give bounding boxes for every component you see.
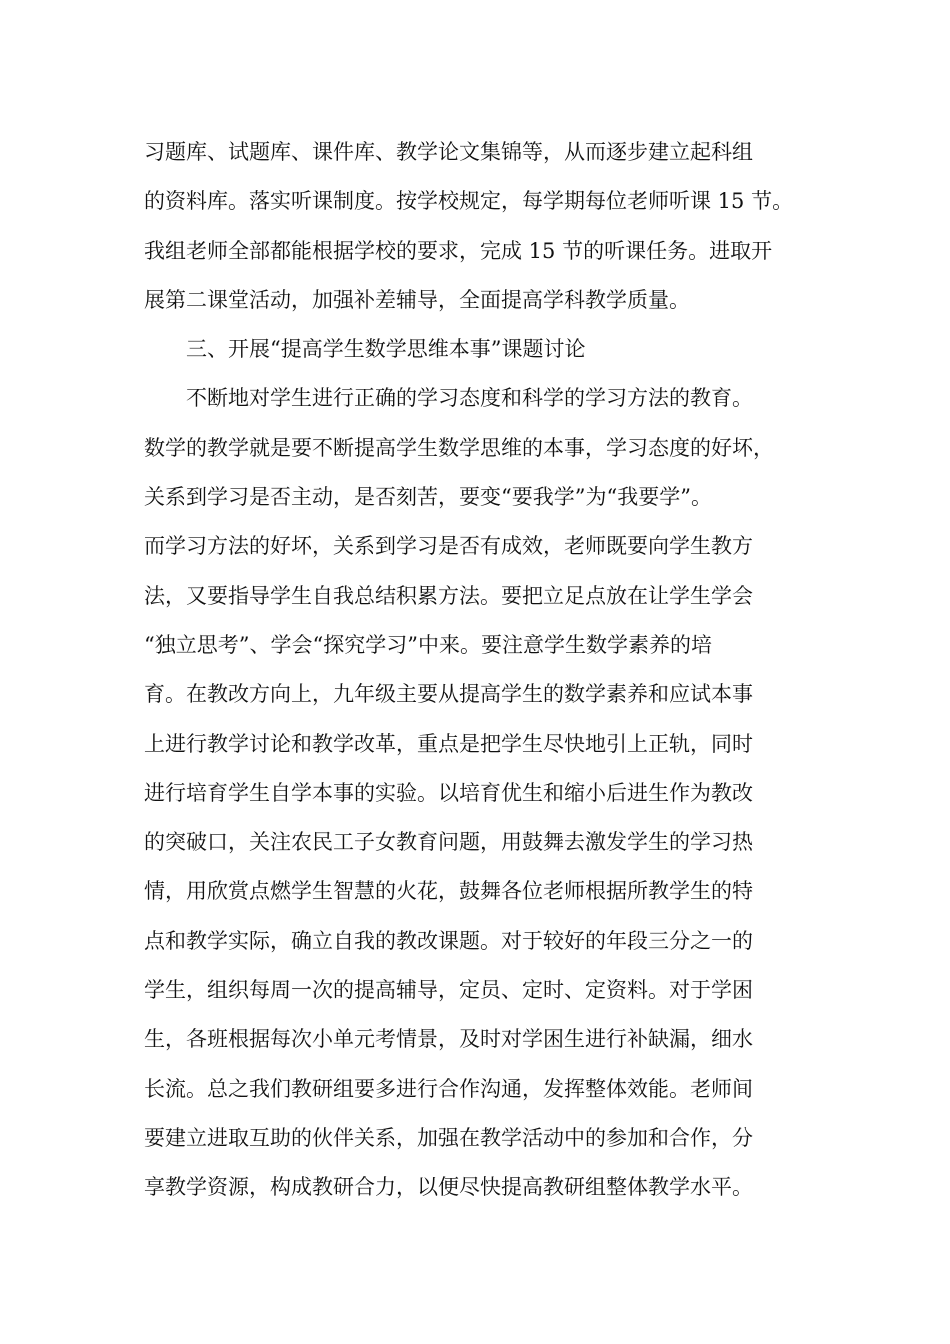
text-line: 要建立进取互助的伙伴关系，加强在教学活动中的参加和合作，分 <box>144 1125 753 1150</box>
text-line: 进行培育学生自学本事的实验。以培育优生和缩小后进生作为教改 <box>144 780 753 805</box>
text-line: 法，又要指导学生自我总结积累方法。要把立足点放在让学生学会 <box>144 583 753 608</box>
text-line: 享教学资源，构成教研合力，以便尽快提高教研组整体教学水平。 <box>144 1175 753 1200</box>
text-line: 生，各班根据每次小单元考情景，及时对学困生进行补缺漏，细水 <box>144 1027 753 1052</box>
text-line: 习题库、试题库、课件库、教学论文集锦等，从而逐步建立起科组 <box>144 140 753 164</box>
document-body <box>144 128 824 1213</box>
paragraph-first-line: 不断地对学生进行正确的学习态度和科学的学习方法的教育。 <box>186 386 753 411</box>
text-line: 学生，组织每周一次的提高辅导，定员、定时、定资料。对于学困 <box>144 978 753 1003</box>
text-line: 育。在教改方向上，九年级主要从提高学生的数学素养和应试本事 <box>144 682 753 707</box>
text-line: 长流。总之我们教研组要多进行合作沟通，发挥整体效能。老师间 <box>144 1076 753 1101</box>
text-line: 上进行教学讨论和教学改革，重点是把学生尽快地引上正轨，同时 <box>144 731 753 756</box>
text-line: 我组老师全部都能根据学校的要求，完成 15 节的听课任务。进取开 <box>144 238 773 263</box>
text-line: 数学的教学就是要不断提高学生数学思维的本事，学习态度的好坏， <box>144 435 774 460</box>
paragraph-first-line: 三、开展“提高学生数学思维本事”课题讨论 <box>186 337 586 362</box>
text-line: 展第二课堂活动，加强补差辅导，全面提高学科教学质量。 <box>144 287 690 312</box>
text-line: 情，用欣赏点燃学生智慧的火花，鼓舞各位老师根据所教学生的特 <box>144 879 753 904</box>
text-line: 的突破口，关注农民工子女教育问题，用鼓舞去激发学生的学习热 <box>144 830 753 855</box>
text-line: “独立思考”、学会“探究学习”中来。要注意学生数学素养的培 <box>144 632 712 657</box>
text-line: 关系到学习是否主动，是否刻苦，要变“要我学”为“我要学”。 <box>144 485 712 510</box>
text-line: 点和教学实际，确立自我的教改课题。对于较好的年段三分之一的 <box>144 928 753 953</box>
text-line: 而学习方法的好坏，关系到学习是否有成效，老师既要向学生教方 <box>144 534 753 559</box>
text-line: 的资料库。落实听课制度。按学校规定，每学期每位老师听课 15 节。 <box>144 189 794 214</box>
